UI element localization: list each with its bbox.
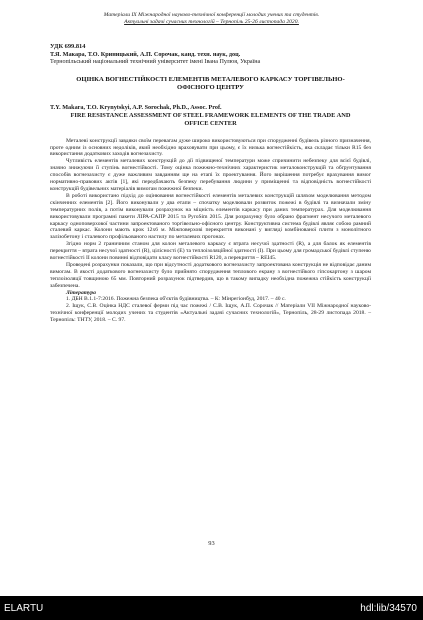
affiliation: Тернопільський національний технічний університет імені Івана Пулюя, Україна: [50, 58, 261, 65]
authors-en: T.Y. Makara, T.O. Krynytskyi, A.P. Sorochak, Ph.D., Assoc. Prof.: [50, 103, 222, 111]
authors-ua: Т.Я. Макара, Т.О. Криницький, А.П. Сорочак, канд. техн. наук, доц.: [50, 50, 241, 58]
reference-item: 2. Іщук, С.В. Оцінка НДС сталевої ферми під час пожежі / С.В. Іщук, А.П. Сорочак // Матеріали VII Міжнародної науково-технічної конференції молодих учених та студентів «Актуальні задачі сучасних технологій», Тернопіль, 28-29 листопада 2018. – Тернопіль: ТНТУ, 2018. – С. 97.: [50, 303, 371, 324]
paragraph: Чутливість елементів металевих конструкцій до дії підвищеної температури може спричинити небезпеку для всієї будівлі, значно знижуючи її ступінь вогнестійкості. Тому оцінка пожежно-технічних характеристик металоконструкцій та обґрунтування способів вогнезахисту є дуже важливим завданням ще на етапі їх проектування. Його вирішення потребує врахування вимог нормативно-правових актів [1], які передбачають безпеку перебування людини у приміщенні та відповідність вогнестійкості конструкцій будівельних матеріалів вимогам пожежної безпеки.: [50, 158, 371, 192]
reference-item: 1. ДБН В.1.1-7:2016. Пожежна безпека об'єктів будівництва. – К: Мінрегіонбуд, 2017. – 40 с.: [66, 296, 286, 303]
conference-header: [50, 12, 373, 26]
paragraph: В роботі використано підхід до оцінювання вогнестійкості елементів металевих конструкцій шляхом моделювання методом скінченних елементів [2]. Його виконували у два етапи – спочатку моделювали розвиток пожежі в будівлі та визначали зміну температурних полів, а потім виконували розрахунок на міцність елементів каркасу при даних температурах. Для моделювання використовували програмні пакети ЛІРА-САПР 2015 та PyroSim 2015. Для розрахунку було обрано фрагмент несучого металевого каркасу одноповерхової частини запроектованого торгівельно-офісного центру. Конструктивна система будівлі являє собою рамний сталевий каркас. Колони мають крок 12х6 м. Міжповерхові перекриття виконані у вигляді комбінованої плити з монолітного залізобетону і сталевого профільованого настилу по металевих прогонах.: [50, 192, 371, 241]
page-number: 93: [208, 540, 215, 547]
title-ua: ОЦІНКА ВОГНЕСТІЙКОСТІ ЕЛЕМЕНТІВ МЕТАЛЕВОГО КАРКАСУ ТОРГІВЕЛЬНО-ОФІСНОГО ЦЕНТРУ: [76, 75, 345, 91]
paragraph: Згідно норм 2 граничним станом для колон металевого каркасу є втрата несучої здатності (R), а для балок як елементів перекриття – втрата несучої здатності (R), цілісності (E) та теплоізоляційної здатності (I). При цьому для громадської будівлі ступеню вогнестійкості ІІ колони повинні відповідати класу вогнестійкості R120, а перекриття – REI45.: [50, 241, 371, 262]
article-body: [50, 44, 371, 324]
paragraph: Проведені розрахунки показали, що при відсутності додаткового вогнезахисту запроектована конструкція не відповідає даним вимогам. В якості додаткового вогнезахисту було прийнято спорудження теплового екрану з вогнестійкого гіпсокартону з шаром теплоізоляції товщиною 65 мм. Повторний розрахунок підтвердив, що в такому випадку необхідна пожежна стійкість конструкції забезпечена.: [50, 261, 371, 289]
literature-heading: Література: [66, 289, 96, 296]
repository-name: ELARTU: [4, 603, 44, 614]
title-en: FIRE RESISTANCE ASSESSMENT OF STEEL FRAMEWORK ELEMENTS OF THE TRADE AND OFFICE CENTER: [70, 111, 351, 127]
header-line-1: Матеріали IX Міжнародної науково-технічної конференції молодих учених та студентів.: [103, 12, 320, 18]
handle-link[interactable]: hdl:lib/34570: [360, 603, 417, 614]
paragraph: Металеві конструкції завдяки своїм перевагам дуже широко використовуються при спорудженні будівель різного призначення, проте одним із основних недоліків, який необхідно враховувати при цьому, є їх низька вогнестійкість, яка складає тільки R15 без використання додаткових заходів вогнезахисту.: [50, 137, 371, 158]
udc-code: УДК 699.814: [50, 43, 86, 50]
header-line-2: Актуальні задачі сучасних технологій – Тернопіль 25-26 листопада 2020.: [124, 19, 299, 25]
repository-footer: [0, 596, 423, 620]
